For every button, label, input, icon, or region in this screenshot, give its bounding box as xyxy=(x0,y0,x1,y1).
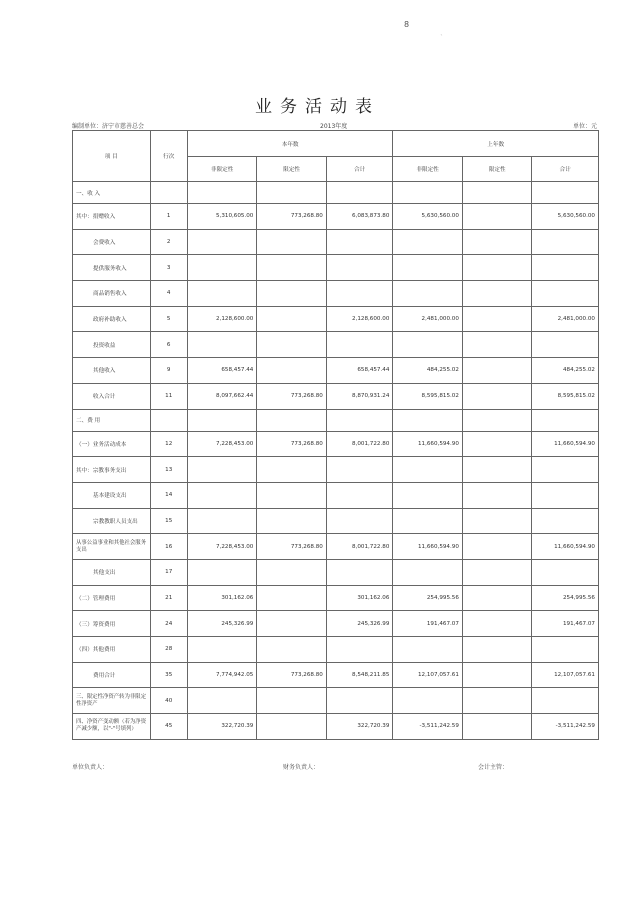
table-row xyxy=(73,409,599,431)
cell-cur-restricted xyxy=(257,306,327,332)
row-line xyxy=(150,409,187,431)
cell-cur-unrestricted: 245,326.99 xyxy=(187,611,257,637)
cell-pri-unrestricted xyxy=(393,182,463,204)
cell-cur-total: 658,457.44 xyxy=(326,358,393,384)
row-item: 宗教教职人员支出 xyxy=(73,508,151,534)
cell-pri-unrestricted: 191,467.07 xyxy=(393,611,463,637)
row-item: （三）筹资费用 xyxy=(73,611,151,637)
cell-pri-unrestricted: 2,481,000.00 xyxy=(393,306,463,332)
cell-pri-unrestricted xyxy=(393,559,463,585)
row-line: 21 xyxy=(150,585,187,611)
header-line: 行次 xyxy=(150,131,187,182)
row-line: 4 xyxy=(150,281,187,307)
report-title: 业务活动表 xyxy=(255,97,380,117)
cell-cur-total xyxy=(326,508,393,534)
row-item: 政府补助收入 xyxy=(73,306,151,332)
cell-cur-restricted xyxy=(257,508,327,534)
row-line: 5 xyxy=(150,306,187,332)
cell-pri-restricted xyxy=(462,585,532,611)
row-line: 12 xyxy=(150,431,187,457)
row-line: 11 xyxy=(150,383,187,409)
cell-pri-restricted xyxy=(462,332,532,358)
table-row xyxy=(73,358,599,384)
table-row xyxy=(73,611,599,637)
row-line: 17 xyxy=(150,559,187,585)
cell-cur-restricted: 773,268.80 xyxy=(257,204,327,230)
row-item: 收入合计 xyxy=(73,383,151,409)
cell-cur-unrestricted xyxy=(187,409,257,431)
cell-pri-restricted xyxy=(462,409,532,431)
row-item: （二）管理费用 xyxy=(73,585,151,611)
table-row xyxy=(73,281,599,307)
cell-pri-total xyxy=(532,508,599,534)
cell-pri-total: 12,107,057.61 xyxy=(532,662,599,688)
cell-pri-restricted xyxy=(462,358,532,384)
cell-pri-restricted xyxy=(462,637,532,663)
row-line xyxy=(150,182,187,204)
cell-pri-total: 254,995.56 xyxy=(532,585,599,611)
cell-pri-total xyxy=(532,332,599,358)
cell-pri-restricted xyxy=(462,482,532,508)
cell-pri-total xyxy=(532,482,599,508)
cell-pri-unrestricted: 484,255.02 xyxy=(393,358,463,384)
table-row xyxy=(73,534,599,560)
cell-cur-restricted xyxy=(257,637,327,663)
cell-cur-restricted xyxy=(257,182,327,204)
cell-cur-unrestricted xyxy=(187,688,257,714)
header-pri-total: 合计 xyxy=(532,157,599,182)
cell-pri-total: 11,660,594.90 xyxy=(532,431,599,457)
cell-cur-restricted: 773,268.80 xyxy=(257,431,327,457)
row-item: 其他支出 xyxy=(73,559,151,585)
row-line: 2 xyxy=(150,229,187,255)
cell-pri-unrestricted xyxy=(393,409,463,431)
header-pri-unrestricted: 非限定性 xyxy=(393,157,463,182)
cell-cur-total: 8,548,211.85 xyxy=(326,662,393,688)
cell-cur-unrestricted xyxy=(187,281,257,307)
row-item: 从事公益事业和其他社会服务支出 xyxy=(73,534,151,560)
cell-cur-unrestricted: 8,097,662.44 xyxy=(187,383,257,409)
cell-cur-unrestricted xyxy=(187,559,257,585)
cell-cur-unrestricted xyxy=(187,229,257,255)
cell-cur-unrestricted xyxy=(187,332,257,358)
row-item: 商品销售收入 xyxy=(73,281,151,307)
table-row xyxy=(73,482,599,508)
row-item: 投资收益 xyxy=(73,332,151,358)
cell-pri-restricted xyxy=(462,182,532,204)
cell-cur-total: 2,128,600.00 xyxy=(326,306,393,332)
cell-cur-total: 8,001,722.80 xyxy=(326,534,393,560)
cell-pri-total: 484,255.02 xyxy=(532,358,599,384)
cell-pri-total xyxy=(532,182,599,204)
table-row xyxy=(73,204,599,230)
header-cur-unrestricted: 非限定性 xyxy=(187,157,257,182)
cell-cur-restricted: 773,268.80 xyxy=(257,662,327,688)
table-row xyxy=(73,383,599,409)
row-item: 费用合计 xyxy=(73,662,151,688)
cell-pri-unrestricted xyxy=(393,637,463,663)
cell-cur-unrestricted xyxy=(187,255,257,281)
row-line: 9 xyxy=(150,358,187,384)
cell-pri-restricted xyxy=(462,383,532,409)
cell-pri-restricted xyxy=(462,662,532,688)
cell-pri-unrestricted: 254,995.56 xyxy=(393,585,463,611)
cell-pri-unrestricted: 8,595,815.02 xyxy=(393,383,463,409)
row-line: 3 xyxy=(150,255,187,281)
cell-cur-total xyxy=(326,559,393,585)
row-item: 四、净资产变动额（若为净资产减少额，以"-"号填列） xyxy=(73,714,151,740)
cell-pri-total xyxy=(532,637,599,663)
row-line: 13 xyxy=(150,457,187,483)
cell-pri-unrestricted: -3,511,242.59 xyxy=(393,714,463,740)
cell-cur-total: 245,326.99 xyxy=(326,611,393,637)
cell-pri-total: -3,511,242.59 xyxy=(532,714,599,740)
cell-pri-restricted xyxy=(462,688,532,714)
row-item: 三、限定性净资产转为非限定性净资产 xyxy=(73,688,151,714)
row-item: 基本建设支出 xyxy=(73,482,151,508)
row-item: （一）业务活动成本 xyxy=(73,431,151,457)
cell-cur-restricted xyxy=(257,229,327,255)
header-item: 项 目 xyxy=(73,131,151,182)
cell-pri-total xyxy=(532,457,599,483)
table-row xyxy=(73,457,599,483)
cell-pri-unrestricted xyxy=(393,482,463,508)
cell-cur-total: 322,720.39 xyxy=(326,714,393,740)
row-line: 40 xyxy=(150,688,187,714)
cell-pri-total: 11,660,594.90 xyxy=(532,534,599,560)
cell-cur-unrestricted xyxy=(187,457,257,483)
table-row xyxy=(73,431,599,457)
cell-pri-restricted xyxy=(462,229,532,255)
cell-pri-unrestricted: 11,660,594.90 xyxy=(393,431,463,457)
cell-cur-restricted xyxy=(257,714,327,740)
cell-cur-restricted xyxy=(257,281,327,307)
table-row xyxy=(73,229,599,255)
cell-pri-restricted xyxy=(462,714,532,740)
cell-pri-restricted xyxy=(462,281,532,307)
cell-pri-total xyxy=(532,229,599,255)
cell-pri-unrestricted: 12,107,057.61 xyxy=(393,662,463,688)
cell-cur-unrestricted: 7,228,453.00 xyxy=(187,534,257,560)
cell-cur-total xyxy=(326,255,393,281)
row-line: 1 xyxy=(150,204,187,230)
cell-cur-total xyxy=(326,482,393,508)
table-row xyxy=(73,714,599,740)
cell-cur-total: 301,162.06 xyxy=(326,585,393,611)
cell-pri-total xyxy=(532,559,599,585)
cell-pri-restricted xyxy=(462,457,532,483)
cell-cur-restricted xyxy=(257,559,327,585)
cell-cur-total xyxy=(326,182,393,204)
cell-pri-unrestricted xyxy=(393,281,463,307)
table-row xyxy=(73,255,599,281)
header-cur-restricted: 限定性 xyxy=(257,157,327,182)
row-line: 14 xyxy=(150,482,187,508)
cell-pri-restricted xyxy=(462,559,532,585)
header-current-year: 本年数 xyxy=(187,131,393,157)
cell-cur-unrestricted xyxy=(187,637,257,663)
cell-pri-total: 2,481,000.00 xyxy=(532,306,599,332)
table-row xyxy=(73,182,599,204)
table-row xyxy=(73,306,599,332)
row-item: 其中：宗教事务支出 xyxy=(73,457,151,483)
cell-cur-unrestricted: 322,720.39 xyxy=(187,714,257,740)
row-line: 6 xyxy=(150,332,187,358)
currency-unit: 单位：元 xyxy=(572,123,597,130)
row-item: 提供服务收入 xyxy=(73,255,151,281)
cell-pri-total xyxy=(532,255,599,281)
cell-cur-total xyxy=(326,637,393,663)
row-line: 16 xyxy=(150,534,187,560)
cell-pri-total xyxy=(532,281,599,307)
cell-cur-restricted xyxy=(257,457,327,483)
row-item: 二、费 用 xyxy=(73,409,151,431)
cell-cur-total: 8,001,722.80 xyxy=(326,431,393,457)
cell-pri-total: 191,467.07 xyxy=(532,611,599,637)
cell-pri-restricted xyxy=(462,204,532,230)
cell-cur-restricted: 773,268.80 xyxy=(257,534,327,560)
cell-pri-restricted xyxy=(462,431,532,457)
cell-pri-total xyxy=(532,409,599,431)
row-line: 28 xyxy=(150,637,187,663)
table-row xyxy=(73,332,599,358)
cell-cur-restricted xyxy=(257,332,327,358)
cell-pri-restricted xyxy=(462,534,532,560)
cell-cur-restricted xyxy=(257,611,327,637)
scan-mark: ˋ xyxy=(440,34,444,42)
table-row xyxy=(73,559,599,585)
cell-cur-unrestricted xyxy=(187,182,257,204)
cell-cur-unrestricted: 301,162.06 xyxy=(187,585,257,611)
header-prior-year: 上年数 xyxy=(393,131,599,157)
cell-pri-total: 5,630,560.00 xyxy=(532,204,599,230)
cell-pri-restricted xyxy=(462,508,532,534)
page-number: 8 xyxy=(404,20,410,29)
cell-pri-unrestricted: 5,630,560.00 xyxy=(393,204,463,230)
cell-pri-unrestricted xyxy=(393,255,463,281)
unit-head-signature: 单位负责人： xyxy=(72,764,109,771)
cell-pri-unrestricted xyxy=(393,457,463,483)
row-item: 其他收入 xyxy=(73,358,151,384)
cell-cur-restricted xyxy=(257,688,327,714)
row-item: （四）其他费用 xyxy=(73,637,151,663)
activity-table xyxy=(72,130,599,740)
cell-cur-restricted xyxy=(257,585,327,611)
cell-cur-total xyxy=(326,229,393,255)
row-item: 其中：捐赠收入 xyxy=(73,204,151,230)
cell-cur-total: 6,083,873.80 xyxy=(326,204,393,230)
cell-cur-restricted xyxy=(257,409,327,431)
cell-pri-unrestricted xyxy=(393,508,463,534)
header-cur-total: 合计 xyxy=(326,157,393,182)
row-line: 45 xyxy=(150,714,187,740)
cell-cur-total xyxy=(326,457,393,483)
cell-pri-unrestricted xyxy=(393,332,463,358)
accountant-signature: 会计主管： xyxy=(478,764,509,771)
cell-cur-unrestricted xyxy=(187,482,257,508)
cell-cur-restricted xyxy=(257,482,327,508)
row-line: 24 xyxy=(150,611,187,637)
cell-cur-unrestricted: 5,310,605.00 xyxy=(187,204,257,230)
cell-pri-unrestricted: 11,660,594.90 xyxy=(393,534,463,560)
cell-cur-total: 8,870,931.24 xyxy=(326,383,393,409)
cell-cur-total xyxy=(326,281,393,307)
cell-pri-restricted xyxy=(462,611,532,637)
cell-cur-unrestricted: 2,128,600.00 xyxy=(187,306,257,332)
cell-pri-restricted xyxy=(462,255,532,281)
row-line: 15 xyxy=(150,508,187,534)
cell-cur-restricted: 773,268.80 xyxy=(257,383,327,409)
cell-pri-restricted xyxy=(462,306,532,332)
row-item: 会费收入 xyxy=(73,229,151,255)
row-item: 一、收 入 xyxy=(73,182,151,204)
cell-cur-unrestricted xyxy=(187,508,257,534)
cell-cur-total xyxy=(326,332,393,358)
cell-pri-unrestricted xyxy=(393,688,463,714)
cell-cur-restricted xyxy=(257,358,327,384)
table-row xyxy=(73,508,599,534)
table-row xyxy=(73,662,599,688)
cell-pri-total xyxy=(532,688,599,714)
cell-cur-unrestricted: 7,228,453.00 xyxy=(187,431,257,457)
finance-head-signature: 财务负责人： xyxy=(283,764,320,771)
row-line: 35 xyxy=(150,662,187,688)
cell-cur-unrestricted: 658,457.44 xyxy=(187,358,257,384)
cell-cur-total xyxy=(326,688,393,714)
cell-cur-restricted xyxy=(257,255,327,281)
cell-cur-total xyxy=(326,409,393,431)
cell-pri-total: 8,595,815.02 xyxy=(532,383,599,409)
cell-pri-unrestricted xyxy=(393,229,463,255)
header-pri-restricted: 限定性 xyxy=(462,157,532,182)
table-row xyxy=(73,585,599,611)
cell-cur-unrestricted: 7,774,942.05 xyxy=(187,662,257,688)
report-year: 2013年度 xyxy=(320,123,348,130)
table-row xyxy=(73,637,599,663)
table-row xyxy=(73,688,599,714)
org-name: 编制单位：济宁市慈善总会 xyxy=(72,123,145,130)
